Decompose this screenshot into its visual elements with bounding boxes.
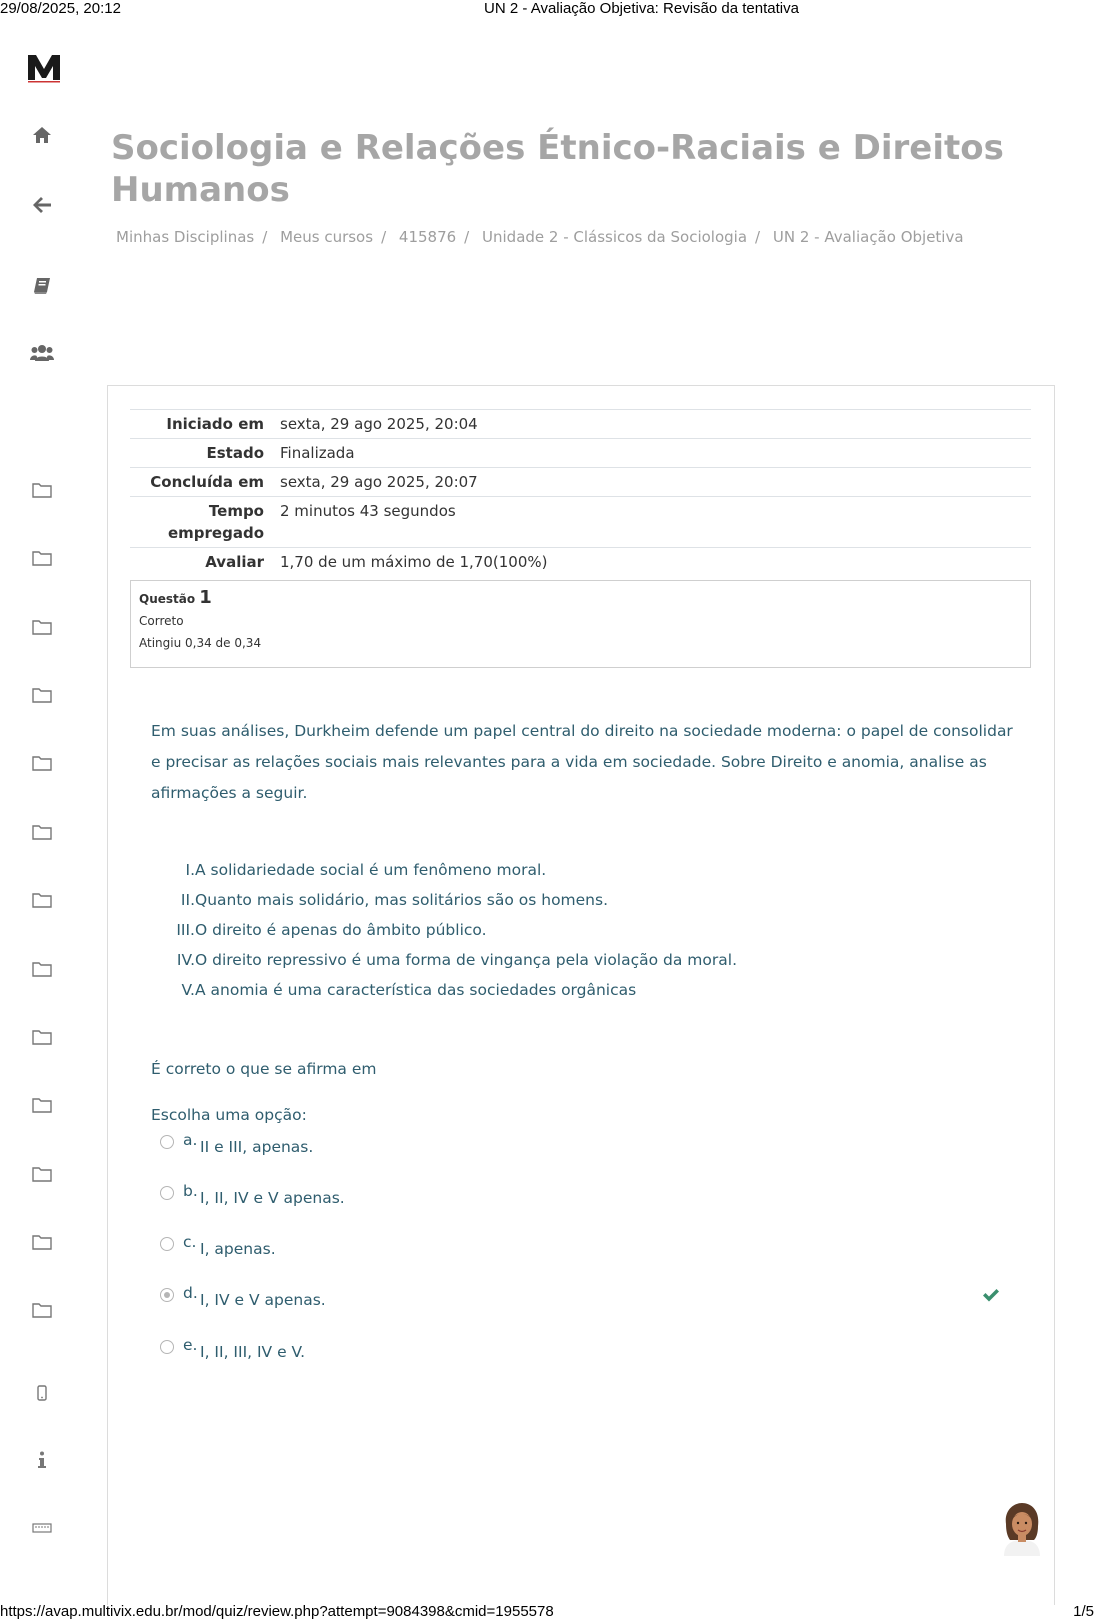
radio-button[interactable] xyxy=(160,1135,174,1149)
statement-text: A solidariedade social é um fenômeno moral. xyxy=(195,861,547,879)
question-state: Correto xyxy=(139,614,184,628)
option-label: I, II, IV e V apenas. xyxy=(200,1189,345,1207)
question-info xyxy=(130,580,1031,668)
completed-value: sexta, 29 ago 2025, 20:07 xyxy=(280,473,478,491)
folder-icon[interactable] xyxy=(30,1230,54,1254)
table-row xyxy=(130,410,1031,439)
option-label: II e III, apenas. xyxy=(200,1138,314,1156)
folder-icon[interactable] xyxy=(30,957,54,981)
table-row xyxy=(130,548,1031,577)
statement-text: O direito é apenas do âmbito público. xyxy=(195,921,487,939)
completed-label: Concluída em xyxy=(150,473,264,491)
home-icon[interactable] xyxy=(30,123,54,147)
question-mark: Atingiu 0,34 de 0,34 xyxy=(139,636,262,650)
option-letter: e. xyxy=(183,1336,198,1354)
list-item xyxy=(151,915,951,945)
option-label: I, IV e V apenas. xyxy=(200,1291,326,1309)
grade-value: 1,70 de um máximo de 1,70(100%) xyxy=(280,553,548,571)
print-header xyxy=(0,0,1094,18)
list-item xyxy=(151,855,951,885)
print-footer xyxy=(0,1603,1094,1623)
attempt-summary xyxy=(130,409,1031,576)
radio-button[interactable] xyxy=(160,1186,174,1200)
folder-icon[interactable] xyxy=(30,615,54,639)
breadcrumb-item[interactable]: Unidade 2 - Clássicos da Sociologia xyxy=(482,228,748,246)
statement-number: V. xyxy=(181,981,195,999)
statement-text: O direito repressivo é uma forma de vingança pela violação da moral. xyxy=(195,951,737,969)
print-title: UN 2 - Avaliação Objetiva: Revisão da tentativa xyxy=(484,0,799,17)
table-row xyxy=(130,497,1031,548)
keyboard-icon[interactable] xyxy=(30,1516,54,1540)
breadcrumb-item[interactable]: 415876 xyxy=(398,228,457,246)
started-value: sexta, 29 ago 2025, 20:04 xyxy=(280,415,478,433)
time-value: 2 minutos 43 segundos xyxy=(280,502,456,520)
option-label: I, II, III, IV e V. xyxy=(200,1343,306,1361)
option-letter: d. xyxy=(183,1284,198,1302)
print-page-number: 1/5 xyxy=(1073,1603,1094,1620)
list-item xyxy=(151,975,951,1005)
statement-number: I. xyxy=(185,861,195,879)
statement-list xyxy=(151,855,951,1005)
assistant-avatar[interactable] xyxy=(1000,1502,1044,1556)
breadcrumb-item[interactable]: Meus cursos xyxy=(280,228,374,246)
radio-button[interactable] xyxy=(160,1340,174,1354)
list-item xyxy=(151,945,951,975)
statement-number: IV. xyxy=(176,951,195,969)
logo-m[interactable] xyxy=(27,52,61,84)
folder-icon[interactable] xyxy=(30,1162,54,1186)
choose-label: Escolha uma opção: xyxy=(151,1106,307,1124)
sidebar xyxy=(0,30,86,1590)
time-label: Tempo empregado xyxy=(167,502,264,542)
folder-icon[interactable] xyxy=(30,1093,54,1117)
folder-icon[interactable] xyxy=(30,546,54,570)
option-label: I, apenas. xyxy=(200,1240,276,1258)
check-icon xyxy=(982,1287,1000,1303)
table-row xyxy=(130,439,1031,468)
breadcrumb-item[interactable]: UN 2 - Avaliação Objetiva xyxy=(772,228,964,246)
question-label: Questão xyxy=(139,592,196,606)
question-number: 1 xyxy=(199,587,212,608)
radio-button[interactable] xyxy=(160,1237,174,1251)
breadcrumb: Minhas Disciplinas / Meus cursos / 415876 / Unidade 2 - Clássicos da Sociologia / UN 2 - Avaliação Objetiva xyxy=(116,228,964,246)
table-row xyxy=(130,468,1031,497)
folder-icon[interactable] xyxy=(30,1298,54,1322)
option-letter: b. xyxy=(183,1182,198,1200)
breadcrumb-item[interactable]: Minhas Disciplinas xyxy=(116,228,255,246)
users-icon[interactable] xyxy=(30,341,54,365)
question-text: Em suas análises, Durkheim defende um papel central do direito na sociedade moderna: o papel de consolidar e precisar as relações sociais mais relevantes para a vida em sociedade. Sobre Direito e anomia, analise as afirmações a seguir. xyxy=(151,722,1013,802)
statement-number: III. xyxy=(176,921,195,939)
folder-icon[interactable] xyxy=(30,478,54,502)
folder-icon[interactable] xyxy=(30,888,54,912)
state-label: Estado xyxy=(206,444,264,462)
option-letter: c. xyxy=(183,1233,197,1251)
folder-icon[interactable] xyxy=(30,683,54,707)
state-value: Finalizada xyxy=(280,444,355,462)
statement-text: A anomia é uma característica das sociedades orgânicas xyxy=(195,981,637,999)
statement-number: II. xyxy=(180,891,195,909)
folder-icon[interactable] xyxy=(30,820,54,844)
info-icon[interactable] xyxy=(30,1448,54,1472)
folder-icon[interactable] xyxy=(30,751,54,775)
book-icon[interactable] xyxy=(30,274,54,298)
print-datetime: 29/08/2025, 20:12 xyxy=(0,0,121,17)
arrow-left-icon[interactable] xyxy=(30,193,54,217)
list-item xyxy=(151,885,951,915)
option-letter: a. xyxy=(183,1131,198,1149)
page-title: Sociologia e Relações Étnico-Raciais e Direitos Humanos xyxy=(111,128,1004,210)
mobile-icon[interactable] xyxy=(30,1381,54,1405)
started-label: Iniciado em xyxy=(166,415,264,433)
statement-text: Quanto mais solidário, mas solitários são os homens. xyxy=(195,891,609,909)
question-prompt: É correto o que se afirma em xyxy=(151,1060,377,1078)
grade-label: Avaliar xyxy=(205,553,264,571)
print-url: https://avap.multivix.edu.br/mod/quiz/review.php?attempt=9084398&cmid=1955578 xyxy=(0,1603,554,1620)
folder-icon[interactable] xyxy=(30,1025,54,1049)
radio-button[interactable] xyxy=(160,1288,174,1302)
